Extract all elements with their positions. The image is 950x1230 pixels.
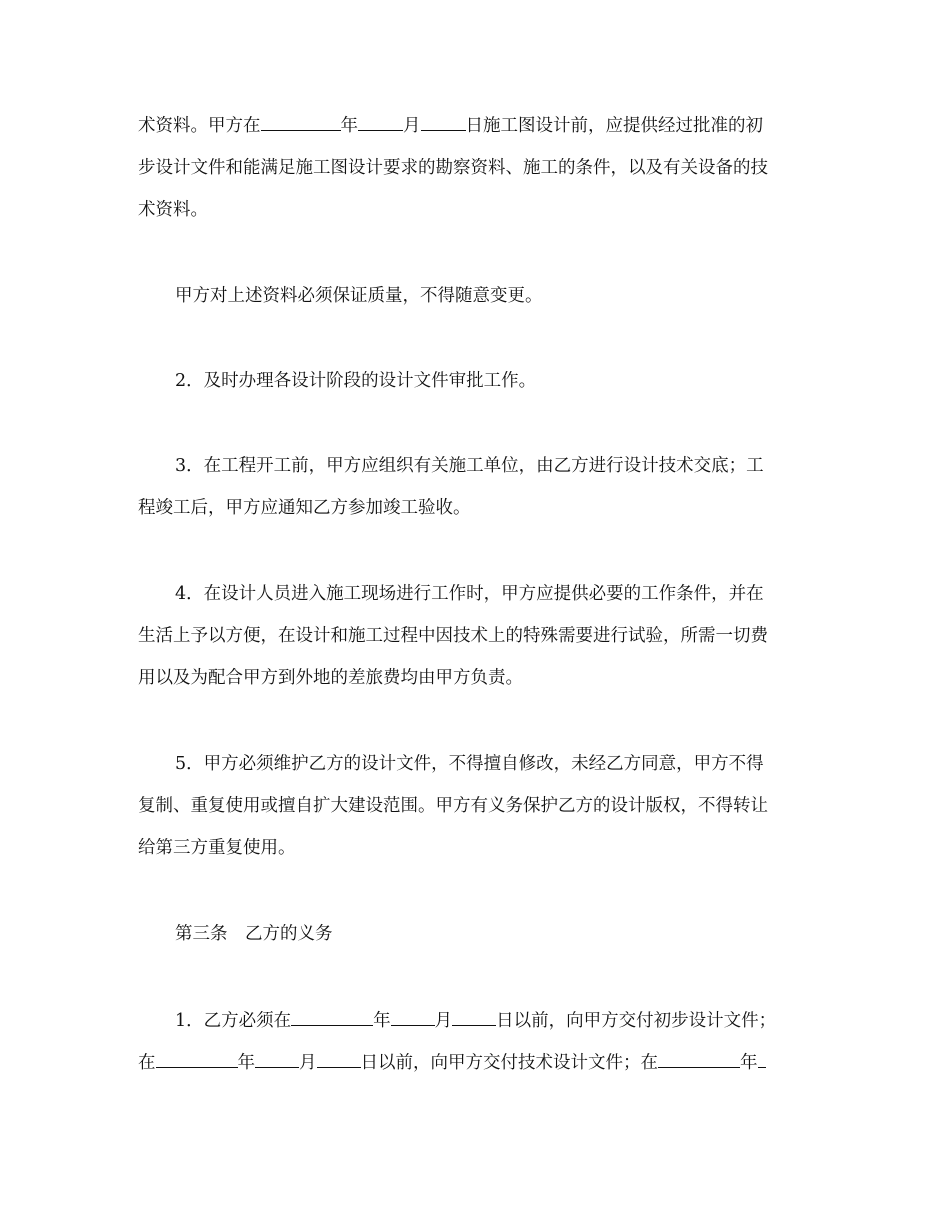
paragraph-item-4 [138,573,818,699]
text-line: 甲方对上述资料必须保证质量，不得随意变更。 [175,286,543,306]
paragraph-item-3 [138,445,818,529]
blank-field [358,109,403,131]
paragraph-quality [138,275,818,317]
blank-field [658,1046,740,1068]
text-line: 术资料。 [138,200,208,220]
text-line: 4．在设计人员进入施工现场进行工作时，甲方应提供必要的工作条件，并在 [175,584,764,604]
paragraph-item-5 [138,743,818,869]
text-line: 步设计文件和能满足施工图设计要求的勘察资料、施工的条件，以及有关设备的技 [138,158,768,178]
blank-field [156,1046,238,1068]
blank-field [291,1004,373,1026]
text-line: 术资料。甲方在 年 月 日施工图设计前，应提供经过批准的初 [138,105,818,147]
blank-field [255,1046,299,1068]
blank-field [758,1046,766,1068]
text-line: 3．在工程开工前，甲方应组织有关施工单位，由乙方进行设计技术交底；工 [175,456,764,476]
text-line: 给第三方重复使用。 [138,838,296,858]
text-line: 程竣工后，甲方应通知乙方参加竣工验收。 [138,498,471,518]
paragraph-technical-materials [138,105,818,231]
text-line: 在 年 月 日以前，向甲方交付技术设计文件；在 年 [138,1042,818,1084]
blank-field [452,1004,496,1026]
blank-field [317,1046,361,1068]
text-line: 第三条 乙方的义务 [175,924,333,944]
section-heading [138,913,818,955]
blank-field [391,1004,435,1026]
text-line: 用以及为配合甲方到外地的差旅费均由甲方负责。 [138,668,523,688]
blank-field [421,109,466,131]
paragraph-item-2 [138,360,818,402]
text-line: 复制、重复使用或擅自扩大建设范围。甲方有义务保护乙方的设计版权，不得转让 [138,796,768,816]
text-line: 5．甲方必须维护乙方的设计文件，不得擅自修改，未经乙方同意，甲方不得 [175,754,764,774]
blank-field [261,109,341,131]
text-line: 2．及时办理各设计阶段的设计文件审批工作。 [175,371,537,391]
text-line: 1．乙方必须在 年 月 日以前，向甲方交付初步设计文件； [138,1000,818,1042]
paragraph-party-b-item-1 [138,1000,818,1084]
text-line: 生活上予以方便，在设计和施工过程中因技术上的特殊需要进行试验，所需一切费 [138,626,768,646]
